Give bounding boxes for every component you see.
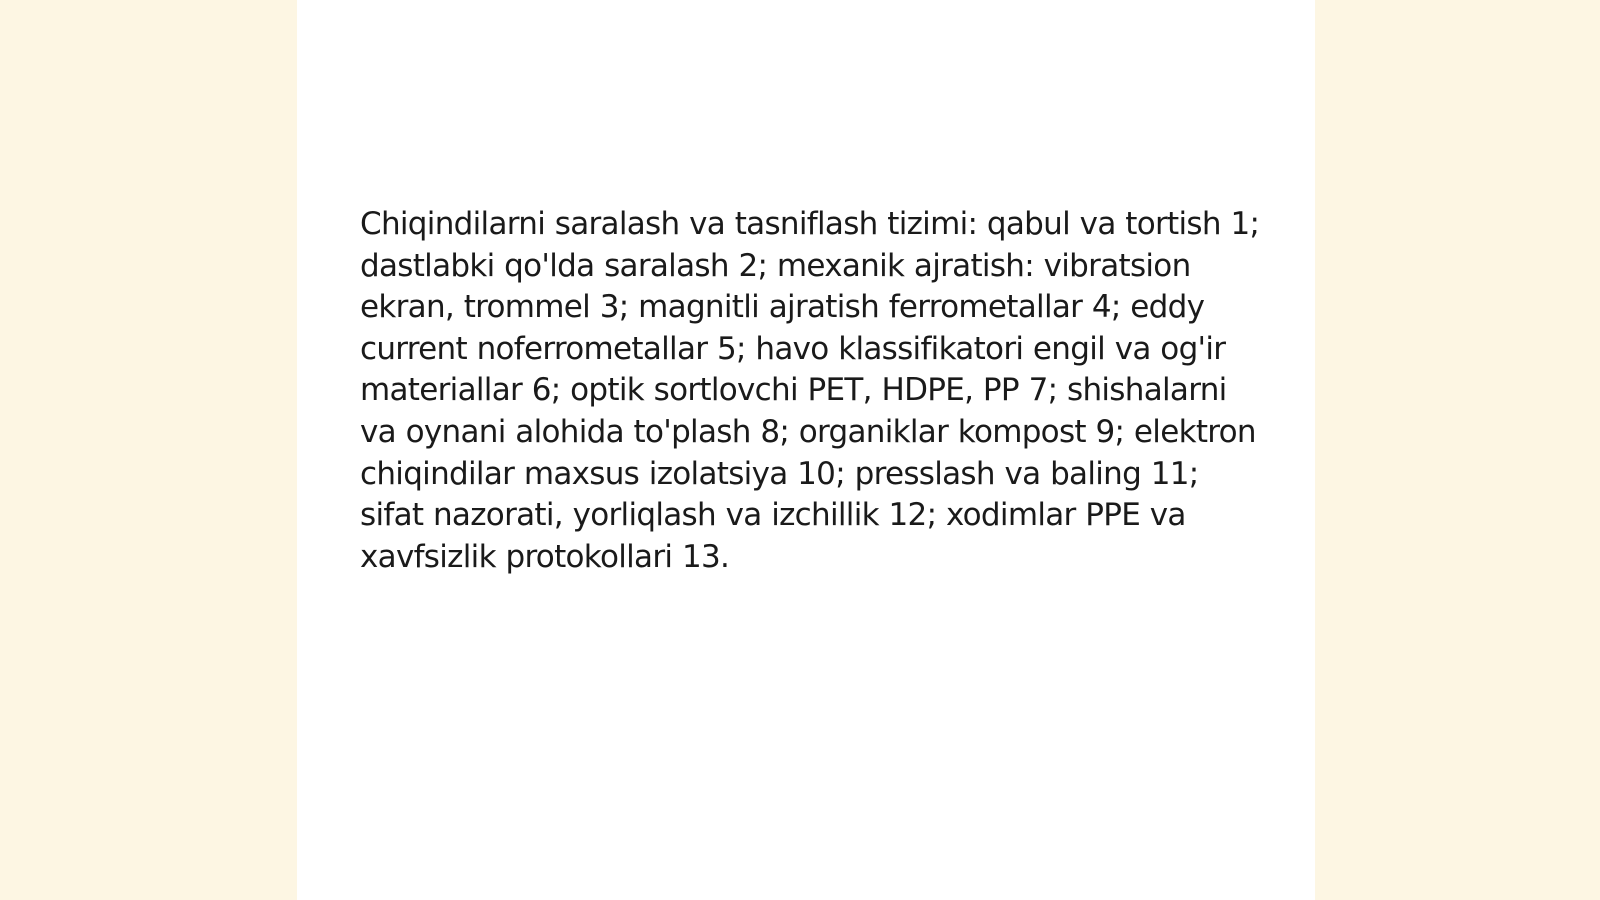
right-margin-background	[1315, 0, 1600, 900]
left-margin-background	[0, 0, 297, 900]
document-page	[297, 0, 1315, 900]
body-paragraph: Chiqindilarni saralash va tasniflash tizimi: qabul va tortish 1; dastlabki qo'lda saralash 2; mexanik ajratish: vibratsion ekran, trommel 3; magnitli ajratish ferrometallar 4; eddy current noferrometallar 5; havo klassifikatori engil va og'ir materiallar 6; optik sortlovchi PET, HDPE, PP 7; shishalarni va oynani alohida to'plash 8; organiklar kompost 9; elektron chiqindilar maxsus izolatsiya 10; presslash va baling 11; sifat nazorati, yorliqlash va izchillik 12; xodimlar PPE va xavfsizlik protokollari 13.	[360, 206, 1260, 575]
